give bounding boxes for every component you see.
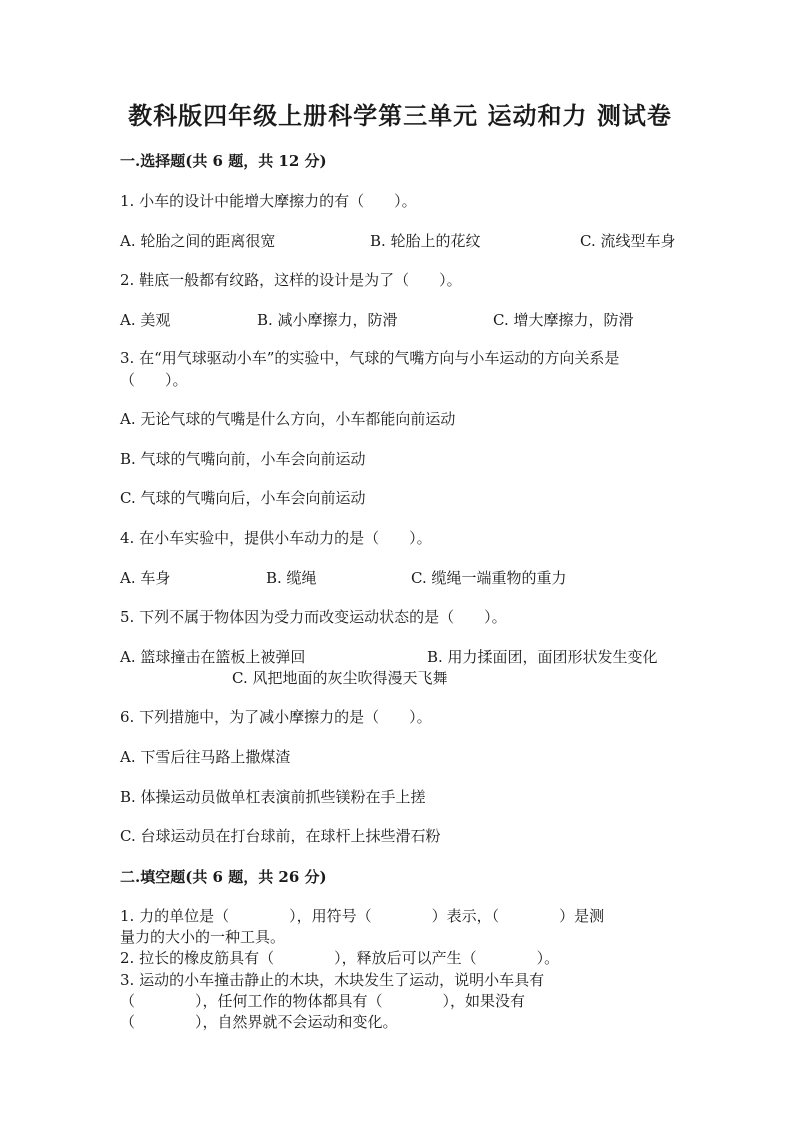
question-6-option-b: B. 体操运动员做单杠表演前抓些镁粉在手上搓 (120, 788, 426, 806)
question-4-option-b: B. 缆绳 (266, 569, 317, 587)
question-1-option-a: A. 轮胎之间的距离很宽 (120, 232, 276, 250)
fill-question-3-line-1: 3. 运动的小车撞击静止的木块，木块发生了运动，说明小车具有 (120, 971, 545, 989)
question-2-stem: 2. 鞋底一般都有纹路，这样的设计是为了（ ）。 (120, 271, 462, 289)
fill-question-3-line-2: （ ），任何工作的物体都具有（ ），如果没有 (120, 992, 526, 1010)
question-6-stem: 6. 下列措施中，为了减小摩擦力的是（ ）。 (120, 708, 432, 726)
question-3-option-a: A. 无论气球的气嘴是什么方向，小车都能向前运动 (120, 410, 456, 428)
question-5-option-a: A. 篮球撞击在篮板上被弹回 (120, 648, 306, 666)
fill-question-1-line-2: 量力的大小的一种工具。 (120, 928, 286, 946)
question-5-option-c: C. 风把地面的灰尘吹得漫天飞舞 (232, 669, 448, 687)
question-4-option-c: C. 缆绳一端重物的重力 (411, 569, 567, 587)
question-3-stem-line-1: 3. 在“用气球驱动小车”的实验中，气球的气嘴方向与小车运动的方向关系是 (120, 349, 620, 367)
question-4-option-a: A. 车身 (120, 569, 171, 587)
question-5-stem: 5. 下列不属于物体因为受力而改变运动状态的是（ ）。 (120, 608, 507, 626)
question-1-stem: 1. 小车的设计中能增大摩擦力的有（ ）。 (120, 192, 417, 210)
question-2-option-a: A. 美观 (120, 311, 171, 329)
question-3-stem-line-2: （ ）。 (120, 371, 188, 389)
fill-question-1-line-1: 1. 力的单位是（ ），用符号（ ）表示，（ ）是测 (120, 907, 605, 925)
question-1-option-c: C. 流线型车身 (580, 232, 676, 250)
section-heading-fill: 二.填空题(共 6 题，共 26 分) (120, 868, 327, 886)
question-2-option-c: C. 增大摩擦力，防滑 (493, 311, 634, 329)
question-6-option-c: C. 台球运动员在打台球前，在球杆上抹些滑石粉 (120, 827, 441, 845)
fill-question-3-line-3: （ ），自然界就不会运动和变化。 (120, 1013, 398, 1031)
question-1-option-b: B. 轮胎上的花纹 (370, 232, 481, 250)
page-title: 教科版四年级上册科学第三单元 运动和力 测试卷 (128, 101, 672, 130)
question-2-option-b: B. 减小摩擦力，防滑 (257, 311, 398, 329)
section-heading-choice: 一.选择题(共 6 题，共 12 分) (120, 152, 327, 170)
fill-question-2: 2. 拉长的橡皮筋具有（ ），释放后可以产生（ ）。 (120, 949, 560, 967)
question-3-option-c: C. 气球的气嘴向后，小车会向前运动 (120, 489, 366, 507)
question-3-option-b: B. 气球的气嘴向前，小车会向前运动 (120, 450, 366, 468)
question-6-option-a: A. 下雪后往马路上撒煤渣 (120, 748, 291, 766)
question-5-option-b: B. 用力揉面团，面团形状发生变化 (427, 648, 658, 666)
question-4-stem: 4. 在小车实验中，提供小车动力的是（ ）。 (120, 529, 432, 547)
